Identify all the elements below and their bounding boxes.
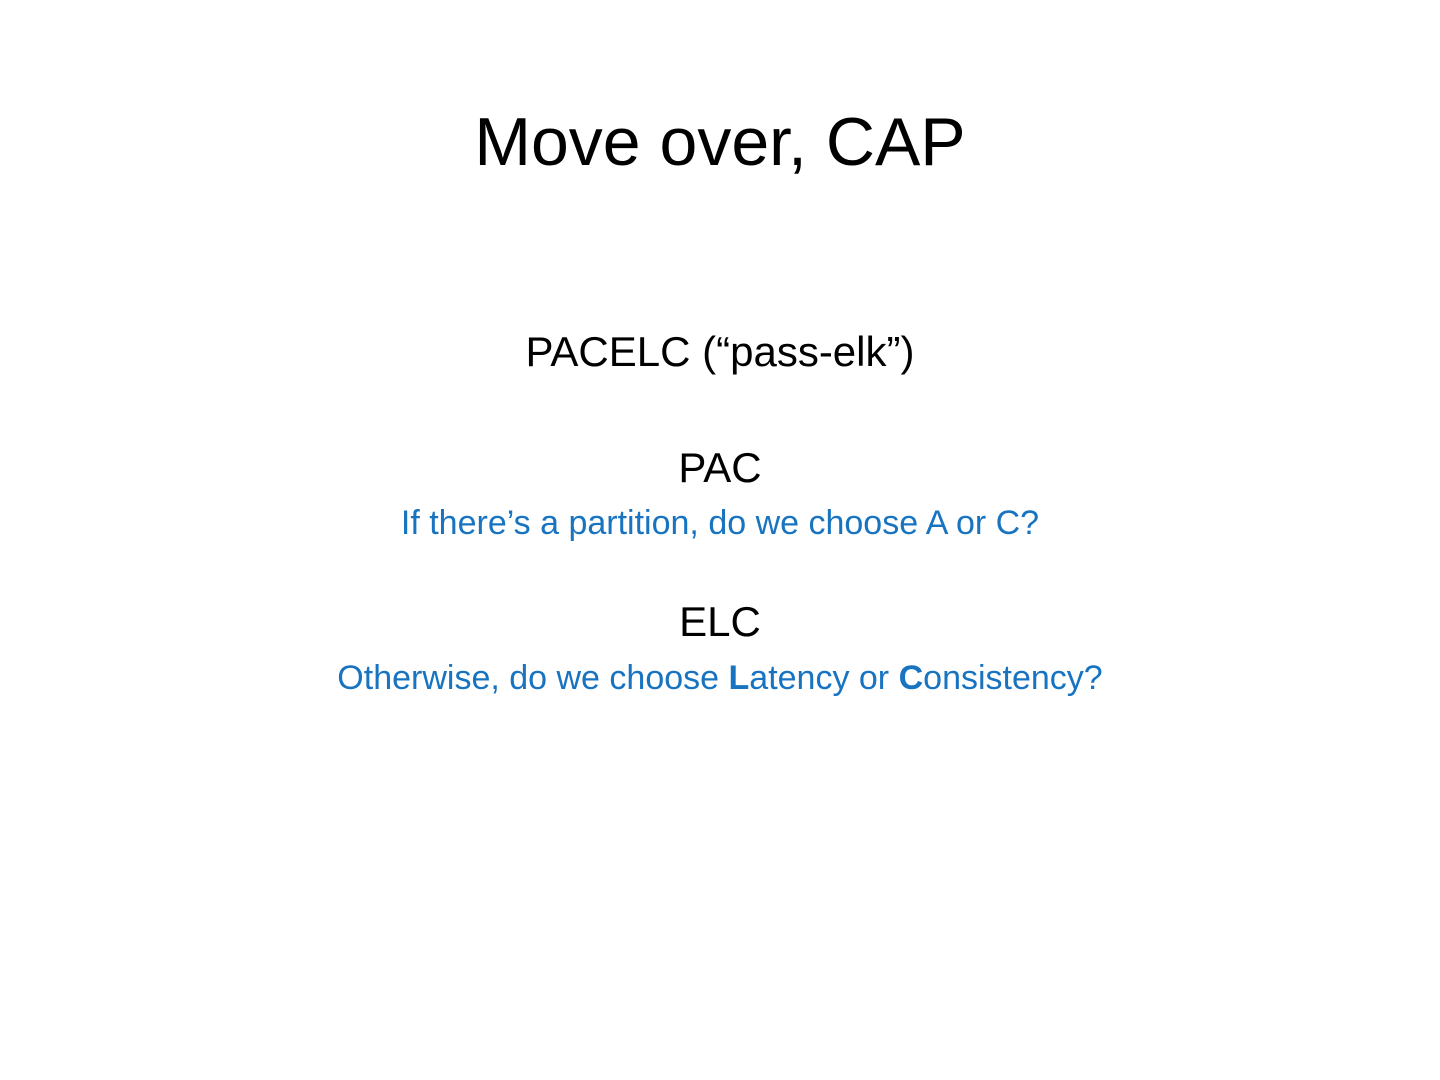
latency-initial: L bbox=[728, 659, 750, 697]
elc-question-text-1: Otherwise, do we choose bbox=[337, 659, 729, 697]
consistency-initial: C bbox=[898, 659, 924, 697]
pac-question: If there’s a partition, do we choose A or C? bbox=[400, 504, 1040, 542]
pac-heading: PAC bbox=[678, 444, 762, 491]
elc-heading: ELC bbox=[679, 598, 761, 645]
elc-question-text-2: atency or bbox=[749, 659, 899, 697]
elc-question-text-3: onsistency? bbox=[923, 659, 1103, 697]
slide-subtitle: PACELC (“pass-elk”) bbox=[525, 328, 915, 375]
slide-title: Move over, CAP bbox=[474, 104, 966, 180]
elc-question bbox=[0, 657, 1440, 699]
